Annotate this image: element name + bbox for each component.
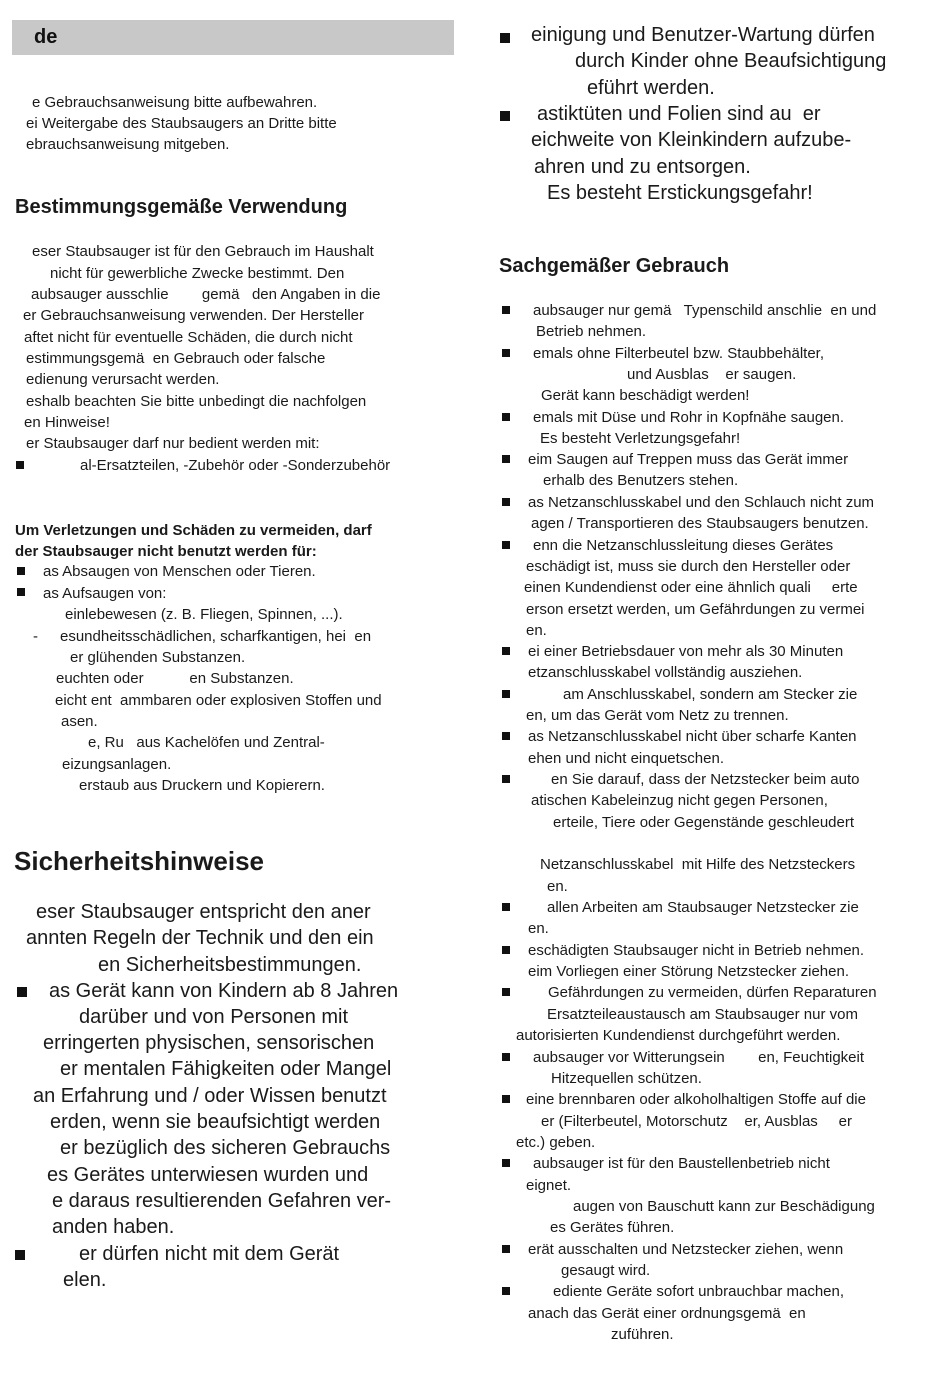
bullet-icon — [502, 946, 510, 954]
safety-line: as Gerät kann von Kindern ab 8 Jahren — [49, 980, 399, 1002]
safety-line: e daraus resultierenden Gefahren ver- — [52, 1190, 392, 1212]
safety-line: durch Kinder ohne Beaufsichtigung — [575, 50, 887, 72]
proper-use-line: ehen und nicht einquetschen. — [528, 750, 724, 767]
proper-use-line: Ersatzteileaustausch am Staubsauger nur vom — [547, 1006, 858, 1023]
bullet-icon — [17, 588, 25, 596]
proper-use-line: eim Saugen auf Treppen muss das Gerät immer — [528, 451, 849, 468]
proper-use-line: eschädigten Staubsauger nicht in Betrieb nehmen. — [528, 942, 865, 959]
usage-line: en Hinweise! — [24, 414, 110, 431]
section-heading-safety: Sicherheitshinweise — [14, 846, 264, 876]
warning-heading: Um Verletzungen und Schäden zu vermeiden, darf — [15, 522, 372, 539]
proper-use-line: erteile, Tiere oder Gegenstände geschleudert — [553, 814, 855, 831]
warning-item: as Absaugen von Menschen oder Tieren. — [43, 563, 316, 580]
usage-line: al-Ersatzteilen, -Zubehör oder -Sonderzubehör — [80, 457, 391, 474]
proper-use-line: eine brennbaren oder alkoholhaltigen Stoffe auf die — [526, 1091, 866, 1108]
proper-use-line: Es besteht Verletzungsgefahr! — [540, 430, 741, 447]
warning-sub-item: eizungsanlagen. — [62, 756, 172, 773]
proper-use-line: autorisierten Kundendienst durchgeführt werden. — [516, 1027, 841, 1044]
safety-line: anden haben. — [52, 1216, 175, 1238]
proper-use-line: Hitzequellen schützen. — [551, 1070, 702, 1087]
bullet-icon — [502, 647, 510, 655]
warning-sub-item: eicht ent ammbaren oder explosiven Stoffen und — [55, 692, 382, 709]
proper-use-line: und Ausblas er saugen. — [627, 366, 797, 383]
bullet-icon — [502, 690, 510, 698]
proper-use-line: etc.) geben. — [516, 1134, 596, 1151]
proper-use-line: gesaugt wird. — [561, 1262, 651, 1279]
proper-use-line: en Sie darauf, dass der Netzstecker beim auto — [551, 771, 860, 788]
safety-line: einigung und Benutzer-Wartung dürfen — [531, 24, 875, 46]
proper-use-line: es Gerätes führen. — [550, 1219, 675, 1236]
proper-use-line: aubsauger nur gemä Typenschild anschlie en und — [533, 302, 877, 319]
bullet-icon — [17, 567, 25, 575]
safety-line: eser Staubsauger entspricht den aner — [36, 901, 371, 923]
bullet-icon — [502, 1245, 510, 1253]
bullet-icon — [500, 33, 510, 43]
bullet-icon — [502, 306, 510, 314]
safety-line: erden, wenn sie beaufsichtigt werden — [50, 1111, 381, 1133]
safety-line: er mentalen Fähigkeiten oder Mangel — [60, 1058, 392, 1080]
bullet-icon — [16, 461, 24, 469]
warning-sub-item: e, Ru aus Kachelöfen und Zentral- — [88, 734, 325, 751]
language-bar — [12, 20, 454, 55]
bullet-icon — [502, 903, 510, 911]
bullet-icon — [502, 541, 510, 549]
proper-use-line: erät ausschalten und Netzstecker ziehen, wenn — [528, 1241, 844, 1258]
usage-line: eshalb beachten Sie bitte unbedingt die nachfolgen — [26, 393, 367, 410]
safety-line: ahren und zu entsorgen. — [534, 156, 751, 178]
proper-use-line: en. — [528, 920, 549, 937]
proper-use-line: einen Kundendienst oder eine ähnlich quali erte — [524, 579, 858, 596]
usage-line: er Gebrauchsanweisung verwenden. Der Hersteller — [23, 307, 365, 324]
proper-use-line: eschädigt ist, muss sie durch den Hersteller oder — [526, 558, 851, 575]
proper-use-line: as Netzanschlusskabel und den Schlauch nicht zum — [528, 494, 875, 511]
safety-line: darüber und von Personen mit — [79, 1006, 349, 1028]
usage-line: er Staubsauger darf nur bedient werden mit: — [26, 435, 320, 452]
usage-line: aftet nicht für eventuelle Schäden, die durch nicht — [24, 329, 353, 346]
section-heading-usage: Bestimmungsgemäße Verwendung — [15, 196, 348, 218]
safety-line: eichweite von Kleinkindern aufzube- — [531, 129, 852, 151]
proper-use-line: en, um das Gerät vom Netz zu trennen. — [526, 707, 789, 724]
usage-line: eser Staubsauger ist für den Gebrauch im Haushalt — [32, 243, 374, 260]
proper-use-line: eim Vorliegen einer Störung Netzstecker ziehen. — [528, 963, 850, 980]
warning-sub-item: euchten oder en Substanzen. — [56, 670, 294, 687]
usage-line: nicht für gewerbliche Zwecke bestimmt. Den — [50, 265, 345, 282]
warning-sub-item: er glühenden Substanzen. — [70, 649, 246, 666]
bullet-icon — [502, 988, 510, 996]
safety-line: er bezüglich des sicheren Gebrauchs — [60, 1137, 391, 1159]
proper-use-line: as Netzanschlusskabel nicht über scharfe Kanten — [528, 728, 857, 745]
proper-use-line: am Anschlusskabel, sondern am Stecker zie — [563, 686, 858, 703]
bullet-icon — [502, 413, 510, 421]
safety-line: en Sicherheitsbestimmungen. — [98, 954, 362, 976]
usage-line: aubsauger ausschlie gemä den Angaben in die — [31, 286, 381, 303]
safety-line: er dürfen nicht mit dem Gerät — [79, 1243, 340, 1265]
proper-use-line: Netzanschlusskabel mit Hilfe des Netzsteckers — [540, 856, 856, 873]
proper-use-line: allen Arbeiten am Staubsauger Netzstecker zie — [547, 899, 859, 916]
bullet-icon — [502, 1287, 510, 1295]
bullet-icon — [502, 455, 510, 463]
usage-line: edienung verursacht werden. — [26, 371, 220, 388]
proper-use-line: anach das Gerät einer ordnungsgemä en — [528, 1305, 806, 1322]
proper-use-line: zuführen. — [611, 1326, 674, 1343]
safety-warning: Es besteht Erstickungsgefahr! — [547, 182, 813, 204]
proper-use-line: agen / Transportieren des Staubsaugers benutzen. — [531, 515, 869, 532]
usage-line: estimmungsgemä en Gebrauch oder falsche — [26, 350, 326, 367]
proper-use-line: enn die Netzanschlussleitung dieses Gerätes — [533, 537, 834, 554]
bullet-icon — [502, 732, 510, 740]
bullet-icon — [502, 1159, 510, 1167]
bullet-icon — [502, 349, 510, 357]
proper-use-line: aubsauger vor Witterungsein en, Feuchtigkeit — [533, 1049, 865, 1066]
safety-line: es Gerätes unterwiesen wurden und — [47, 1164, 369, 1186]
safety-line: elen. — [63, 1269, 107, 1291]
intro-line: ei Weitergabe des Staubsaugers an Dritte bitte — [26, 115, 337, 132]
safety-line: annten Regeln der Technik und den ein — [26, 927, 374, 949]
bullet-icon — [500, 111, 510, 121]
safety-line: astiktüten und Folien sind au er — [537, 103, 821, 125]
proper-use-line: emals ohne Filterbeutel bzw. Staubbehälter, — [533, 345, 825, 362]
warning-item: as Aufsaugen von: — [43, 585, 167, 602]
proper-use-line: aubsauger ist für den Baustellenbetrieb nicht — [533, 1155, 830, 1172]
bullet-icon — [502, 498, 510, 506]
bullet-icon — [502, 1095, 510, 1103]
warning-sub-item: asen. — [61, 713, 98, 730]
safety-line: eführt werden. — [587, 77, 715, 99]
proper-use-line: Betrieb nehmen. — [536, 323, 647, 340]
proper-use-line: ediente Geräte sofort unbrauchbar machen, — [553, 1283, 845, 1300]
intro-line: ebrauchsanweisung mitgeben. — [26, 136, 230, 153]
proper-use-line: Gefährdungen zu vermeiden, dürfen Reparaturen — [548, 984, 877, 1001]
safety-line: an Erfahrung und / oder Wissen benutzt — [33, 1085, 387, 1107]
bullet-icon — [17, 987, 27, 997]
proper-use-line: etzanschlusskabel vollständig ausziehen. — [528, 664, 803, 681]
proper-use-line: eignet. — [526, 1177, 572, 1194]
language-label: de — [34, 26, 58, 48]
proper-use-line: emals mit Düse und Rohr in Kopfnähe saugen. — [533, 409, 845, 426]
safety-line: erringerten physischen, sensorischen — [43, 1032, 375, 1054]
bullet-icon — [502, 1053, 510, 1061]
warning-heading: der Staubsauger nicht benutzt werden für: — [15, 543, 317, 560]
proper-use-line: augen von Bauschutt kann zur Beschädigung — [573, 1198, 875, 1215]
proper-use-line: Gerät kann beschädigt werden! — [541, 387, 750, 404]
proper-use-line: erson ersetzt werden, um Gefährdungen zu vermei — [526, 601, 865, 618]
proper-use-line: en. — [547, 878, 568, 895]
proper-use-line: atischen Kabeleinzug nicht gegen Personen, — [531, 792, 828, 809]
proper-use-line: erhalb des Benutzers stehen. — [543, 472, 739, 489]
dash-marker: - — [33, 628, 38, 645]
bullet-icon — [502, 775, 510, 783]
warning-sub-item: esundheitsschädlichen, scharfkantigen, hei en — [60, 628, 372, 645]
proper-use-line: er (Filterbeutel, Motorschutz er, Ausblas er — [541, 1113, 852, 1130]
section-heading-proper-use: Sachgemäßer Gebrauch — [499, 255, 730, 277]
proper-use-line: en. — [526, 622, 547, 639]
bullet-icon — [15, 1250, 25, 1260]
warning-sub-item: einlebewesen (z. B. Fliegen, Spinnen, ...). — [65, 606, 343, 623]
proper-use-line: ei einer Betriebsdauer von mehr als 30 Minuten — [528, 643, 844, 660]
warning-sub-item: erstaub aus Druckern und Kopierern. — [79, 777, 325, 794]
intro-line: e Gebrauchsanweisung bitte aufbewahren. — [32, 94, 318, 111]
